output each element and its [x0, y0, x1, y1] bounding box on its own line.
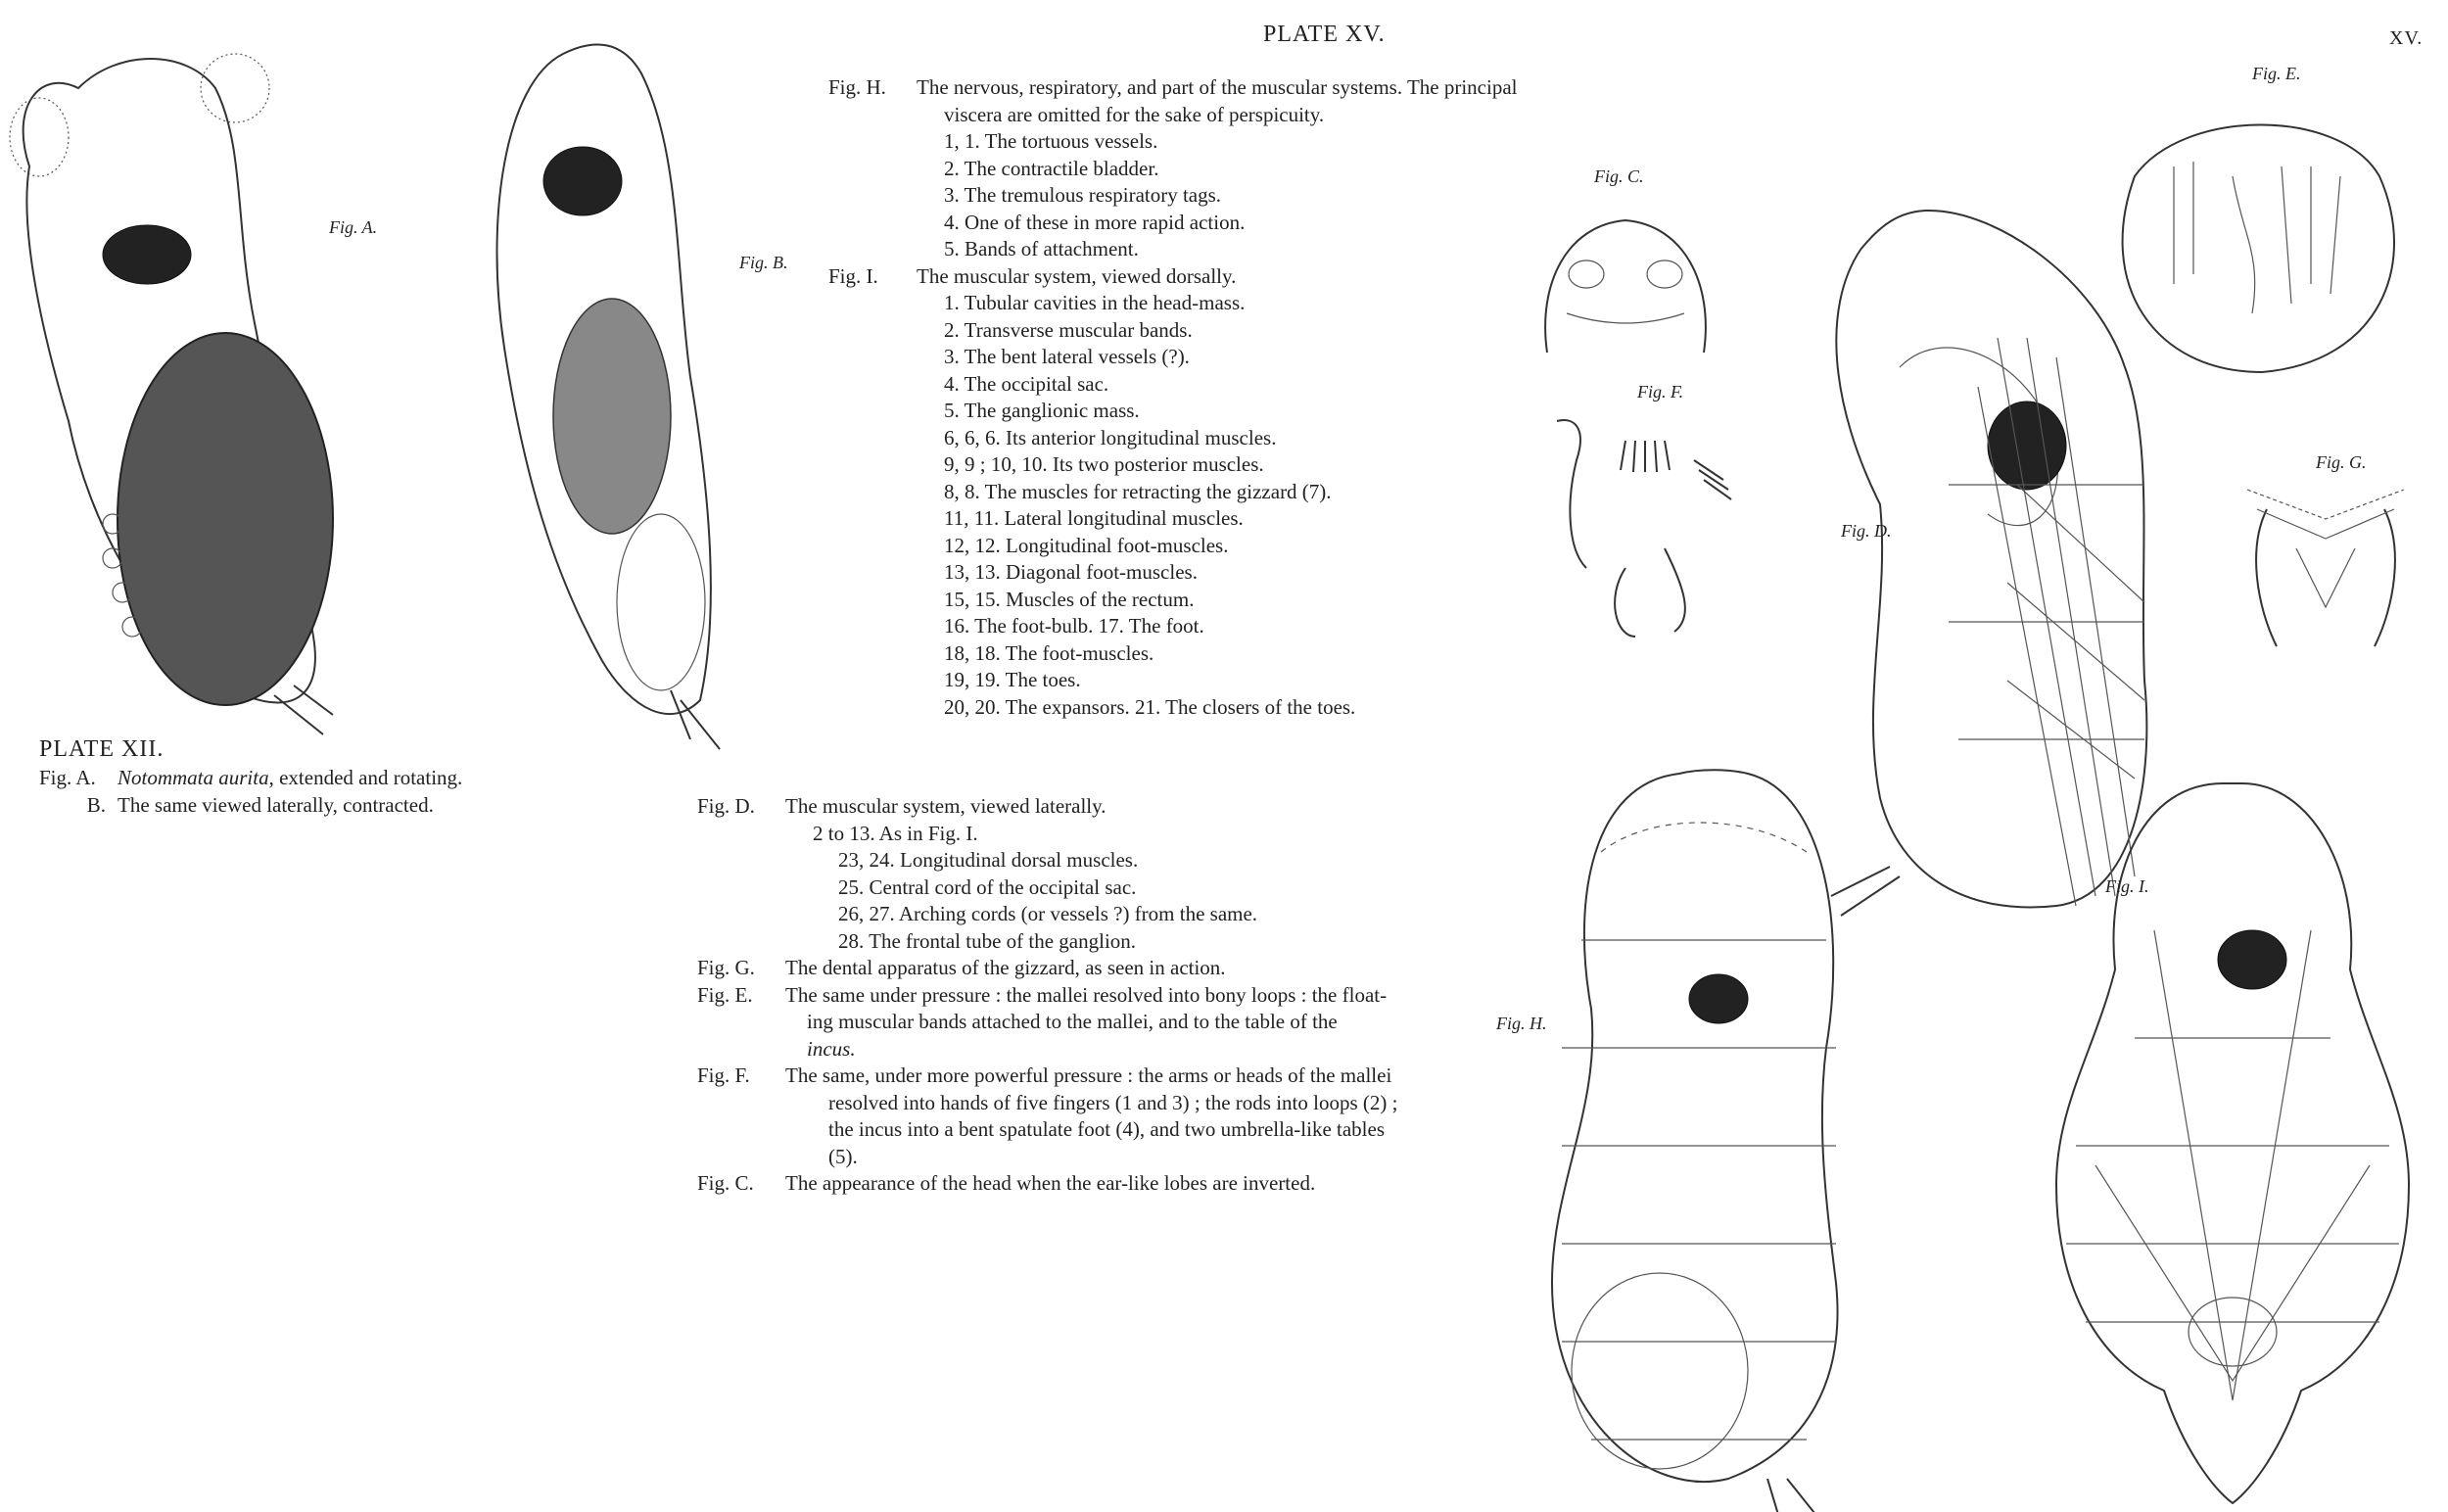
list-item: 19, 19. The toes.: [944, 668, 1081, 691]
caption-line: Fig. E. The same under pressure : the mallei resolved into bony loops : the float-: [697, 982, 1388, 1007]
figure-e-label: Fig. E.: [2252, 64, 2301, 83]
plate-xv-title: PLATE XV.: [1263, 22, 1386, 47]
list-item: 6, 6, 6. Its anterior longitudinal muscles.: [944, 425, 1277, 449]
figure-b-illustration: [446, 24, 739, 749]
fig-h-i-caption: [828, 74, 1518, 721]
list-item: 15, 15. Muscles of the rectum.: [944, 587, 1195, 611]
caption-line: incus.: [807, 1036, 856, 1061]
figure-e-illustration: [2095, 118, 2409, 392]
plate-xii-caption: [39, 736, 462, 819]
caption-line: Fig. G. The dental apparatus of the gizzard, as seen in action.: [697, 956, 1226, 979]
caption-line: Fig. D. The muscular system, viewed laterally.: [697, 794, 1106, 818]
list-item: 5. The ganglionic mass.: [944, 399, 1140, 422]
list-item: 8, 8. The muscles for retracting the gizzard (7).: [944, 479, 1332, 503]
figure-f-illustration: [1528, 402, 1753, 646]
list-item: 4. One of these in more rapid action.: [944, 210, 1246, 234]
list-item: 9, 9 ; 10, 10. Its two posterior muscles.: [944, 452, 1264, 476]
figure-a-label: Fig. A.: [329, 217, 378, 237]
list-item: 18, 18. The foot-muscles.: [944, 640, 1154, 665]
figure-b-label: Fig. B.: [739, 253, 788, 272]
list-item: 28. The frontal tube of the ganglion.: [838, 928, 1137, 953]
caption-line: viscera are omitted for the sake of perspicuity.: [944, 102, 1325, 126]
list-item: 25. Central cord of the occipital sac.: [838, 874, 1137, 899]
figure-h-illustration: [1532, 754, 1905, 1508]
list-item: 12, 12. Longitudinal foot-muscles.: [944, 533, 1229, 557]
figure-a-illustration: [0, 29, 333, 744]
caption-line: the incus into a bent spatulate foot (4), and two umbrella-like tables: [828, 1117, 1386, 1141]
figure-c-label: Fig. C.: [1594, 166, 1644, 186]
list-item: 2. Transverse muscular bands.: [944, 317, 1193, 342]
figure-c-illustration: [1528, 206, 1723, 372]
list-item: 4. The occipital sac.: [944, 371, 1109, 396]
caption-line: Fig. C. The appearance of the head when the ear-like lobes are inverted.: [697, 1171, 1316, 1195]
caption-line: ing muscular bands attached to the mallei, and to the table of the: [807, 1010, 1338, 1033]
caption-line: Fig. H. The nervous, respiratory, and part of the muscular systems. The principal: [828, 75, 1518, 99]
list-item: 1, 1. The tortuous vessels.: [944, 129, 1158, 153]
fig-d-g-e-f-c-caption: [697, 793, 1397, 1198]
figure-g-illustration: [2237, 470, 2414, 666]
list-item: 26, 27. Arching cords (or vessels ?) from the same.: [838, 902, 1258, 925]
list-item: 1. Tubular cavities in the head-mass.: [944, 291, 1246, 314]
figure-f-label: Fig. F.: [1637, 382, 1684, 402]
figure-i-label: Fig. I.: [2105, 876, 2149, 896]
plate-number-corner: XV.: [2389, 27, 2424, 49]
caption-line: Fig. I. The muscular system, viewed dorsally.: [828, 263, 1237, 288]
list-item: 5. Bands of attachment.: [944, 237, 1139, 260]
list-item: 23, 24. Longitudinal dorsal muscles.: [838, 848, 1139, 872]
species-name: Notommata aurita: [118, 766, 269, 789]
caption-line: Fig. A. Notommata aurita, extended and rotating.: [39, 766, 463, 789]
list-item: 16. The foot-bulb. 17. The foot.: [944, 614, 1204, 638]
caption-line: resolved into hands of five fingers (1 and 3) ; the rods into loops (2) ;: [828, 1090, 1398, 1114]
list-item: 13, 13. Diagonal foot-muscles.: [944, 560, 1198, 584]
caption-line: (5).: [828, 1144, 858, 1168]
figure-g-label: Fig. G.: [2316, 452, 2367, 472]
list-item: 20, 20. The expansors. 21. The closers of the toes.: [944, 694, 1356, 719]
list-item: 3. The bent lateral vessels (?).: [944, 345, 1190, 368]
figure-i-illustration: [2037, 774, 2428, 1508]
list-item: 3. The tremulous respiratory tags.: [944, 183, 1222, 207]
caption-line: Fig. F. The same, under more powerful pressure : the arms or heads of the mallei: [697, 1063, 1392, 1087]
figure-d-label: Fig. D.: [1841, 521, 1892, 541]
list-item: 11, 11. Lateral longitudinal muscles.: [944, 506, 1244, 530]
caption-line: B. The same viewed laterally, contracted.: [86, 792, 434, 817]
figure-h-label: Fig. H.: [1496, 1014, 1547, 1033]
list-item: 2 to 13. As in Fig. I.: [813, 821, 978, 845]
list-item: 2. The contractile bladder.: [944, 156, 1159, 180]
plate-xii-title: PLATE XII.: [39, 736, 165, 762]
